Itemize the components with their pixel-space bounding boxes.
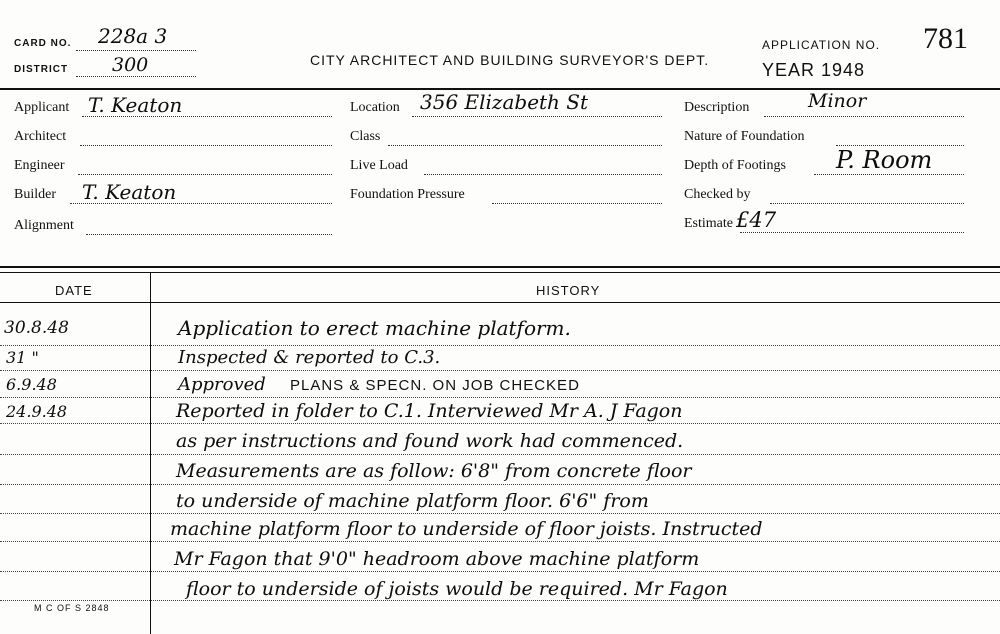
history-column-header: HISTORY (536, 283, 601, 298)
form-code: M C OF S 2848 (34, 603, 110, 613)
location-label: Location (350, 100, 400, 115)
alignment-label: Alignment (14, 218, 74, 233)
estimate-value: £47 (736, 208, 777, 232)
applicant-label: Applicant (14, 100, 70, 115)
location-value: 356 Elizabeth St (420, 90, 589, 114)
history-entry: Approved (178, 374, 266, 395)
department-title: CITY ARCHITECT AND BUILDING SURVEYOR'S DEPT. (310, 52, 710, 68)
foundation-pressure-label: Foundation Pressure (350, 187, 465, 202)
history-entry: Inspected & reported to C.3. (178, 347, 441, 368)
history-entry: Measurements are as follow: 6'8" from concrete floor (176, 460, 692, 482)
application-number: 781 (923, 22, 968, 55)
live-load-label: Live Load (350, 158, 408, 173)
applicant-value: T. Keaton (88, 93, 183, 117)
depth-value: P. Room (836, 146, 933, 174)
description-value: Minor (808, 90, 867, 112)
history-entry: floor to underside of joists would be required. Mr Fagon (186, 578, 728, 600)
history-date: 6.9.48 (6, 375, 57, 394)
builder-label: Builder (14, 187, 56, 202)
history-entry: Reported in folder to C.1. Interviewed Mr A. J Fagon (176, 400, 683, 422)
district-value: 300 (112, 54, 149, 76)
checked-label: Checked by (684, 187, 751, 202)
history-entry: Mr Fagon that 9'0" headroom above machine platform (174, 548, 700, 570)
application-label: APPLICATION NO. (762, 38, 881, 52)
class-label: Class (350, 129, 381, 144)
history-date: 24.9.48 (6, 402, 68, 421)
architect-label: Architect (14, 129, 67, 144)
nature-label: Nature of Foundation (684, 129, 805, 144)
history-entry: to underside of machine platform floor. 6'6" from (176, 490, 649, 512)
depth-label: Depth of Footings (684, 158, 786, 173)
history-entry: Application to erect machine platform. (178, 316, 571, 340)
builder-value: T. Keaton (82, 180, 177, 204)
year-label: YEAR 1948 (762, 60, 866, 80)
district-label: DISTRICT (14, 64, 69, 75)
card-no-value: 228a 3 (98, 24, 168, 48)
engineer-label: Engineer (14, 158, 65, 173)
card-no-label: CARD NO. (14, 38, 72, 49)
estimate-label: Estimate (684, 216, 733, 231)
history-date: 30.8.48 (4, 318, 69, 338)
history-date: 31 " (6, 348, 39, 367)
history-entry: machine platform floor to underside of floor joists. Instructed (170, 518, 763, 540)
date-column-header: DATE (55, 283, 93, 298)
checked-stamp: PLANS & SPECN. ON JOB CHECKED (290, 377, 580, 394)
description-label: Description (684, 100, 750, 115)
history-entry: as per instructions and found work had commenced. (176, 430, 684, 452)
